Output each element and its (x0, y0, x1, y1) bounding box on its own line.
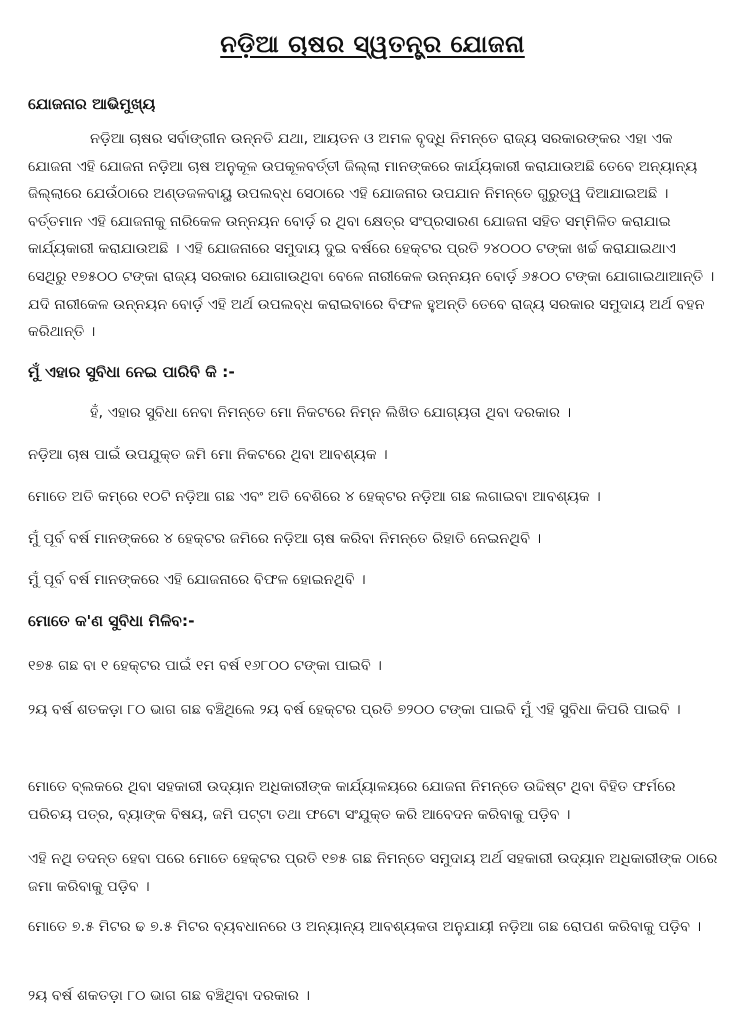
benefit-item: ମୋତେ ବ୍ଲକରେ ଥିବା ସହକାରୀ ଉଦ୍ୟାନ ଅଧିକାରୀଙ୍କ କାର୍ଯ୍ୟାଳୟରେ ଯୋଜନା ନିମନ୍ତେ ଉଦ୍ଦିଷ୍ଟ ଥିବା ବିହିତ ଫର୍ମରେ ପରିଚୟ ପତ୍ର, ବ୍ୟାଙ୍କ ବିଷୟ, ଜମି ପଟ୍ଟା ତଥା ଫଟୋ ସଂଯୁକ୍ତ କରି ଆବେଦନ କରିବାକୁ ପଡ଼ିବ । (28, 779, 676, 823)
section-heading-benefits: ମୋତେ କ'ଣ ସୁବିଧା ମିଳିବ:- (28, 612, 195, 630)
objective-paragraph-text: ନଡ଼ିଆ ଚାଷର ସର୍ବାଙ୍ଗୀନ ଉନ୍ନତି ଯଥା, ଆୟତନ ଓ ଅମଳ ବୃଦ୍ଧି ନିମନ୍ତେ ରାଜ୍ୟ ସରକାରଙ୍କର ଏହା ଏକ ଯୋଜନା ଏହି ଯୋଜନା ନଡ଼ିଆ ଚାଷ ଅନୁକୂଳ ଉପକୂଳବର୍ତ୍ତୀ ଜିଲ୍ଲା ମାନଙ୍କରେ କାର୍ଯ୍ୟକାରୀ କରାଯାଉଅଛି ତେବେ ଅନ୍ୟାନ୍ୟ ଜିଲ୍ଲାରେ ଯେଉଁଠାରେ ଅଣ୍ଡଜଳବାୟୁ ଉପଲବ୍ଧ ସେଠାରେ ଏହି ଯୋଜନାର ଉପଯାନ ନିମନ୍ତେ ଗୁରୁତ୍ୱ ଦିଆଯାଇଅଛି । ବର୍ତ୍ତମାନ ଏହି ଯୋଜନାକୁ ନାରିକେଳ ଉନ୍ନୟନ ବୋର୍ଡ଼ ର ଥିବା କ୍ଷେତ୍ର ସଂପ୍ରସାରଣ ଯୋଜନା ସହିତ ସମ୍ମିଳିତ କରାଯାଇ କାର୍ଯ୍ୟକାରୀ କରାଯାଉଅଛି । ଏହି ଯୋଜନାରେ ସମୁଦାୟ ଦୁଇ ବର୍ଷରେ ହେକ୍ଟର ପ୍ରତି ୨୪୦୦୦ ଟଙ୍କା ଖର୍ଚ୍ଚ କରାଯାଇଥାଏ ସେଥିରୁ ୧୭୫୦୦ ଟଙ୍କା ରାଜ୍ୟ ସରକାର ଯୋଗାଉଥିବା ବେଳେ ନାରୀକେଳ ଉନ୍ନୟନ ବୋର୍ଡ଼ ୬୫୦୦ ଟଙ୍କା ଯୋଗାଇଥାଆନ୍ତି । ଯଦି ନାରୀକେଳ ଉନ୍ନୟନ ବୋର୍ଡ଼ ଏହି ଅର୍ଥ ଉପଲବ୍ଧ କରାଇବାରେ ବିଫଳ ହୁଅନ୍ତି ତେବେ ରାଜ୍ୟ ସରକାର ସମୁଦାୟ ଅର୍ଥ ବହନ କରିଥାନ୍ତି । (28, 131, 715, 341)
eligibility-item: ମୁଁ ପୂର୍ବ ବର୍ଷ ମାନଙ୍କରେ ୪ ହେକ୍ଟର ଜମିରେ ନଡ଼ିଆ ଚାଷ କରିବା ନିମନ୍ତେ ରିହାତି ନେଇନଥିବି । (28, 531, 542, 547)
benefit-item: ମୋତେ ୭.୫ ମିଟର ଢ ୭.୫ ମିଟର ବ୍ୟବଧାନରେ ଓ ଅନ୍ୟାନ୍ୟ ଆବଶ୍ୟକତା ଅନୁଯାୟୀ ନଡ଼ିଆ ଗଛ ରୋପଣ କରିବାକୁ ପଡ଼ିବ । (28, 919, 702, 935)
section-heading-eligibility: ମୁଁ ଏହାର ସୁବିଧା ନେଇ ପାରିବି କି :- (28, 363, 235, 381)
objective-paragraph (28, 126, 718, 347)
eligibility-item: ମୋତେ ଅତି କମ୍‌ରେ ୧୦ଟି ନଡ଼ିଆ ଗଛ ଏବଂ ଅତି ବେଶିରେ ୪ ହେକ୍ଟର ନଡ଼ିଆ ଗଛ ଲଗାଇବା ଆବଶ୍ୟକ । (28, 489, 601, 505)
benefit-item: ୨ୟ ବର୍ଷ ଶକତଡ଼ା ୮୦ ଭାଗ ଗଛ ବଞ୍ଚିଥିବା ଦରକାର । (28, 988, 310, 1004)
eligibility-item: ନଡ଼ିଆ ଚାଷ ପାଇଁ ଉପଯୁକ୍ତ ଜମି ମୋ ନିକଟରେ ଥିବା ଆବଶ୍ୟକ । (28, 447, 388, 463)
document-title-text: ନଡ଼ିଆ ଚାଷର ସ୍ୱତନ୍ତ୍ର ଯୋଜନା (220, 30, 525, 58)
benefit-item: ଏହି ନଥି ତଦନ୍ତ ହେବା ପରେ ମୋତେ ହେକ୍ଟର ପ୍ରତି ୧୭୫ ଗଛ ନିମନ୍ତେ ସମୁଦାୟ ଅର୍ଥ ସହକାରୀ ଉଦ୍ୟାନ ଅଧିକାରୀଙ୍କ ଠାରେ ଜମା କରିବାକୁ ପଡ଼ିବ । (28, 851, 718, 895)
benefit-item: ୧୭୫ ଗଛ ବା ୧ ହେକ୍ଟର ପାଇଁ ୧ମ ବର୍ଷ ୧୬୮୦୦ ଟଙ୍କା ପାଇବି । (28, 658, 382, 674)
section-heading-objective: ଯୋଜନାର ଆଭିମୁଖ୍ୟ (28, 95, 156, 113)
eligibility-item: ମୁଁ ପୂର୍ବ ବର୍ଷ ମାନଙ୍କରେ ଏହି ଯୋଜନାରେ ବିଫଳ ହୋଇନଥିବି । (28, 572, 366, 588)
benefit-item: ୨ୟ ବର୍ଷ ଶତକଡ଼ା ୮୦ ଭାଗ ଗଛ ବଞ୍ଚିଥିଲେ ୨ୟ ବର୍ଷ ହେକ୍ଟର ପ୍ରତି ୭୨୦୦ ଟଙ୍କା ପାଇବି ମୁଁ ଏହି ସୁବିଧା କିପରି ପାଇବି । (28, 702, 681, 718)
document-title (0, 30, 745, 58)
eligibility-intro: ହଁ, ଏହାର ସୁବିଧା ନେବା ନିମନ୍ତେ ମୋ ନିକଟରେ ନିମ୍ନ ଲିଖିତ ଯୋଗ୍ୟତା ଥିବା ଦରକାର । (90, 405, 572, 421)
